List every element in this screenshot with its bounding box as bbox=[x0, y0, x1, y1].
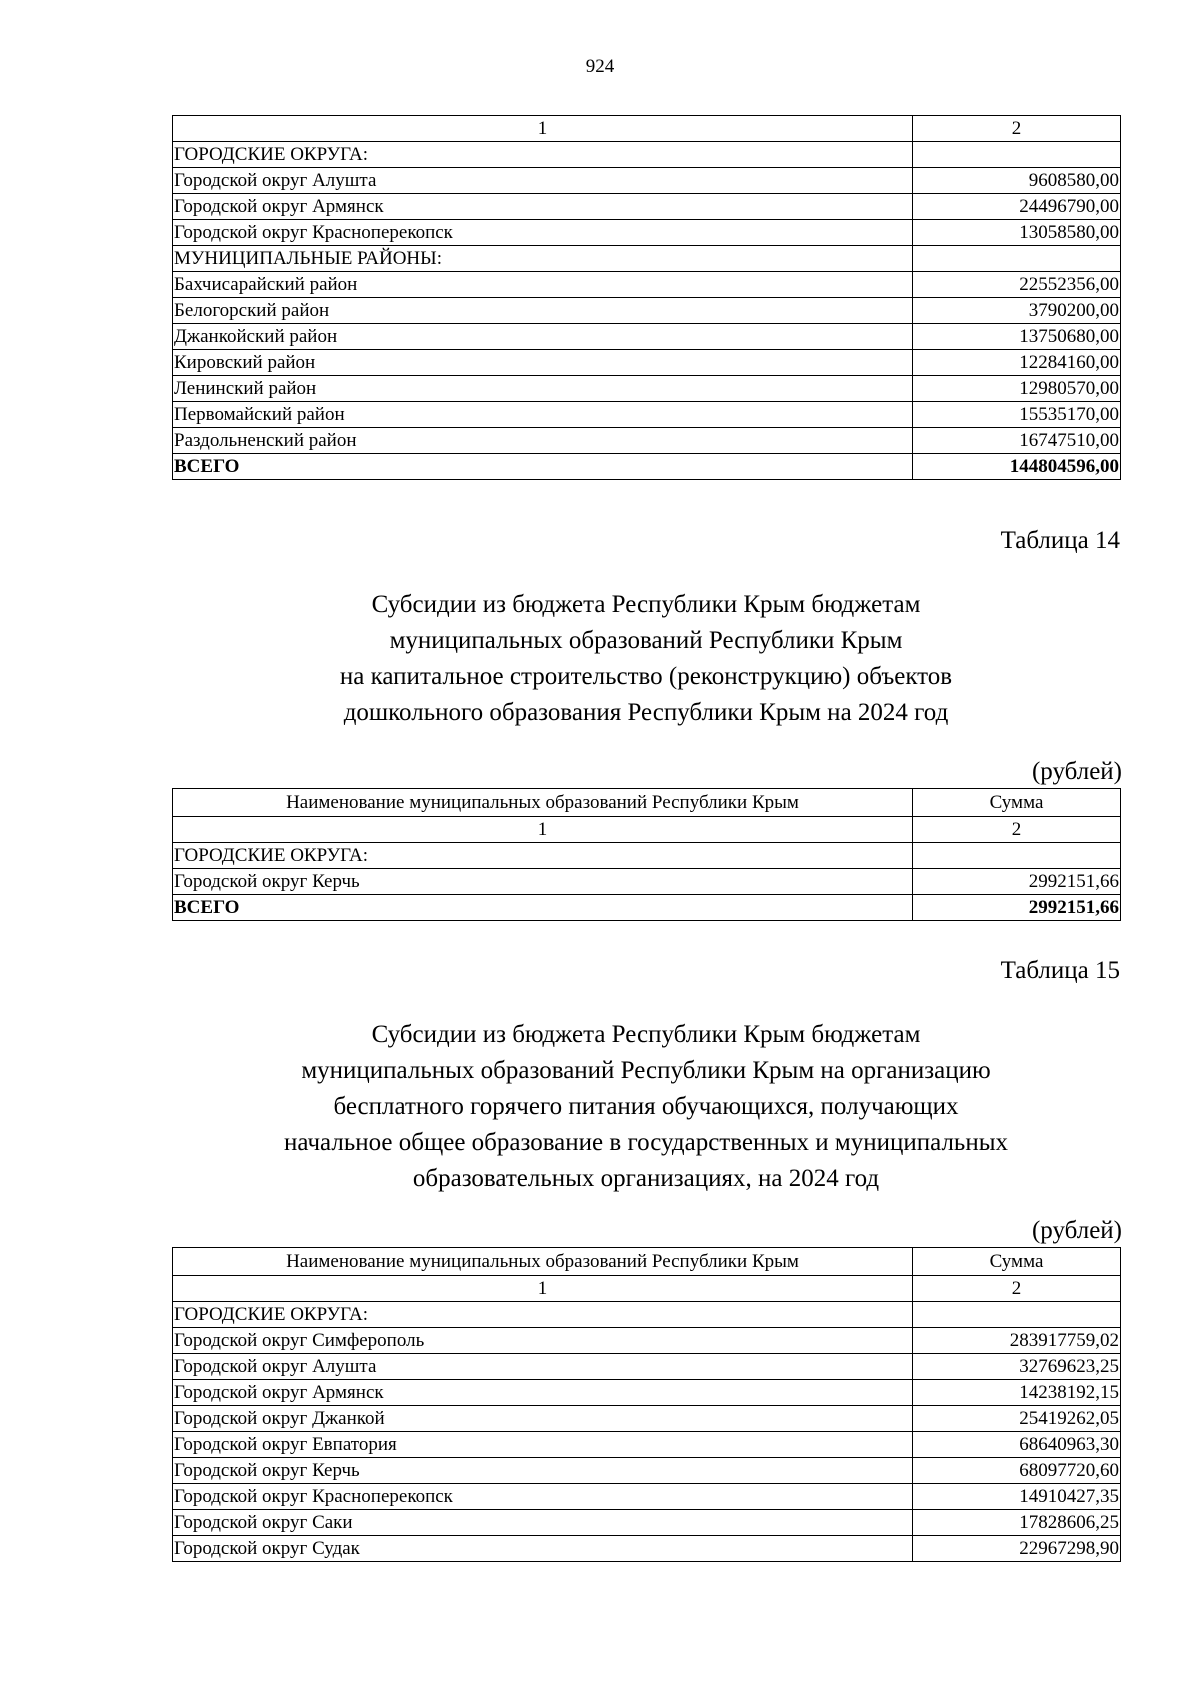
amount-cell: 14910427,35 bbox=[913, 1484, 1121, 1510]
column-number-2: 2 bbox=[913, 1276, 1121, 1302]
section-heading-cell: ГОРОДСКИЕ ОКРУГА: bbox=[173, 1302, 913, 1328]
amount-cell bbox=[913, 843, 1121, 869]
municipality-name-cell: Городской округ Алушта bbox=[173, 1354, 913, 1380]
table-row bbox=[173, 869, 1121, 895]
municipality-name-cell: Раздольненский район bbox=[173, 428, 913, 454]
title-line: Субсидии из бюджета Республики Крым бюджетам bbox=[371, 1021, 921, 1048]
column-number-1: 1 bbox=[173, 116, 913, 142]
amount-cell bbox=[913, 142, 1121, 168]
title-line: образовательных организациях, на 2024 год bbox=[412, 1165, 880, 1192]
table-row bbox=[173, 1302, 1121, 1328]
column-number-row bbox=[173, 1276, 1121, 1302]
municipality-name-cell: Городской округ Симферополь bbox=[173, 1328, 913, 1354]
table-row bbox=[173, 194, 1121, 220]
table-14-title bbox=[172, 587, 1120, 731]
table-row bbox=[173, 220, 1121, 246]
table-15-title bbox=[172, 1017, 1120, 1197]
amount-cell bbox=[913, 246, 1121, 272]
table-header-row bbox=[173, 1248, 1121, 1276]
table-15 bbox=[172, 1247, 1121, 1562]
column-number-row bbox=[173, 817, 1121, 843]
total-amount-cell: 144804596,00 bbox=[913, 454, 1121, 480]
column-number-row bbox=[173, 116, 1121, 142]
municipality-name-cell: Городской округ Судак bbox=[173, 1536, 913, 1562]
amount-cell: 283917759,02 bbox=[913, 1328, 1121, 1354]
table-row bbox=[173, 1380, 1121, 1406]
amount-cell: 9608580,00 bbox=[913, 168, 1121, 194]
municipality-name-cell: Городской округ Керчь bbox=[173, 869, 913, 895]
header-sum-column: Сумма bbox=[913, 789, 1121, 817]
amount-cell: 12284160,00 bbox=[913, 350, 1121, 376]
table-row bbox=[173, 142, 1121, 168]
table-row bbox=[173, 350, 1121, 376]
title-line: Субсидии из бюджета Республики Крым бюджетам bbox=[371, 591, 921, 618]
municipality-name-cell: Белогорский район bbox=[173, 298, 913, 324]
table-row bbox=[173, 246, 1121, 272]
section-heading-cell: МУНИЦИПАЛЬНЫЕ РАЙОНЫ: bbox=[173, 246, 913, 272]
municipality-name-cell: Первомайский район bbox=[173, 402, 913, 428]
amount-cell: 32769623,25 bbox=[913, 1354, 1121, 1380]
table-row bbox=[173, 324, 1121, 350]
table-14-label: Таблица 14 bbox=[1000, 527, 1120, 554]
title-line: муниципальных образований Республики Крым bbox=[389, 627, 903, 654]
header-sum-column: Сумма bbox=[913, 1248, 1121, 1276]
table-row bbox=[173, 298, 1121, 324]
header-name-column: Наименование муниципальных образований Республики Крым bbox=[173, 1248, 913, 1276]
municipality-name-cell: Городской округ Красноперекопск bbox=[173, 1484, 913, 1510]
municipality-name-cell: Городской округ Джанкой bbox=[173, 1406, 913, 1432]
municipality-name-cell: Городской округ Армянск bbox=[173, 1380, 913, 1406]
amount-cell: 15535170,00 bbox=[913, 402, 1121, 428]
amount-cell: 17828606,25 bbox=[913, 1510, 1121, 1536]
column-number-2: 2 bbox=[913, 817, 1121, 843]
municipality-name-cell: Городской округ Керчь bbox=[173, 1458, 913, 1484]
table-15-label: Таблица 15 bbox=[1000, 957, 1120, 984]
table-row bbox=[173, 402, 1121, 428]
amount-cell: 22967298,90 bbox=[913, 1536, 1121, 1562]
table-row bbox=[173, 376, 1121, 402]
table-row bbox=[173, 1406, 1121, 1432]
column-number-2: 2 bbox=[913, 116, 1121, 142]
table-row bbox=[173, 428, 1121, 454]
amount-cell: 68640963,30 bbox=[913, 1432, 1121, 1458]
total-label-cell: ВСЕГО bbox=[173, 895, 913, 921]
title-line: дошкольного образования Республики Крым на 2024 год bbox=[343, 699, 949, 726]
table-14 bbox=[172, 788, 1121, 921]
amount-cell bbox=[913, 1302, 1121, 1328]
table-row bbox=[173, 1484, 1121, 1510]
table-15-units: (рублей) bbox=[1031, 1217, 1122, 1244]
title-line: на капитальное строительство (реконструкцию) объектов bbox=[339, 663, 953, 690]
municipality-name-cell: Джанкойский район bbox=[173, 324, 913, 350]
total-row bbox=[173, 895, 1121, 921]
municipality-name-cell: Городской округ Алушта bbox=[173, 168, 913, 194]
page-number: 924 bbox=[585, 56, 615, 77]
column-number-1: 1 bbox=[173, 1276, 913, 1302]
table-row bbox=[173, 272, 1121, 298]
amount-cell: 68097720,60 bbox=[913, 1458, 1121, 1484]
title-line: муниципальных образований Республики Крым на организацию bbox=[301, 1057, 991, 1084]
amount-cell: 22552356,00 bbox=[913, 272, 1121, 298]
table-row bbox=[173, 1536, 1121, 1562]
municipality-name-cell: Кировский район bbox=[173, 350, 913, 376]
municipality-name-cell: Городской округ Евпатория bbox=[173, 1432, 913, 1458]
amount-cell: 13058580,00 bbox=[913, 220, 1121, 246]
amount-cell: 16747510,00 bbox=[913, 428, 1121, 454]
table-row bbox=[173, 843, 1121, 869]
municipality-name-cell: Городской округ Саки bbox=[173, 1510, 913, 1536]
amount-cell: 24496790,00 bbox=[913, 194, 1121, 220]
header-name-column: Наименование муниципальных образований Республики Крым bbox=[173, 789, 913, 817]
table-row bbox=[173, 1432, 1121, 1458]
table-14-units: (рублей) bbox=[1031, 758, 1122, 785]
table-13-continuation bbox=[172, 115, 1121, 480]
table-header-row bbox=[173, 789, 1121, 817]
amount-cell: 2992151,66 bbox=[913, 869, 1121, 895]
section-heading-cell: ГОРОДСКИЕ ОКРУГА: bbox=[173, 843, 913, 869]
municipality-name-cell: Городской округ Красноперекопск bbox=[173, 220, 913, 246]
total-label-cell: ВСЕГО bbox=[173, 454, 913, 480]
section-heading-cell: ГОРОДСКИЕ ОКРУГА: bbox=[173, 142, 913, 168]
total-amount-cell: 2992151,66 bbox=[913, 895, 1121, 921]
table-row bbox=[173, 1354, 1121, 1380]
municipality-name-cell: Городской округ Армянск bbox=[173, 194, 913, 220]
amount-cell: 25419262,05 bbox=[913, 1406, 1121, 1432]
amount-cell: 13750680,00 bbox=[913, 324, 1121, 350]
table-row bbox=[173, 1328, 1121, 1354]
municipality-name-cell: Бахчисарайский район bbox=[173, 272, 913, 298]
table-row bbox=[173, 1458, 1121, 1484]
title-line: бесплатного горячего питания обучающихся, получающих bbox=[333, 1093, 959, 1120]
municipality-name-cell: Ленинский район bbox=[173, 376, 913, 402]
table-row bbox=[173, 1510, 1121, 1536]
amount-cell: 12980570,00 bbox=[913, 376, 1121, 402]
column-number-1: 1 bbox=[173, 817, 913, 843]
amount-cell: 14238192,15 bbox=[913, 1380, 1121, 1406]
table-row bbox=[173, 168, 1121, 194]
amount-cell: 3790200,00 bbox=[913, 298, 1121, 324]
total-row bbox=[173, 454, 1121, 480]
title-line: начальное общее образование в государственных и муниципальных bbox=[283, 1129, 1008, 1156]
